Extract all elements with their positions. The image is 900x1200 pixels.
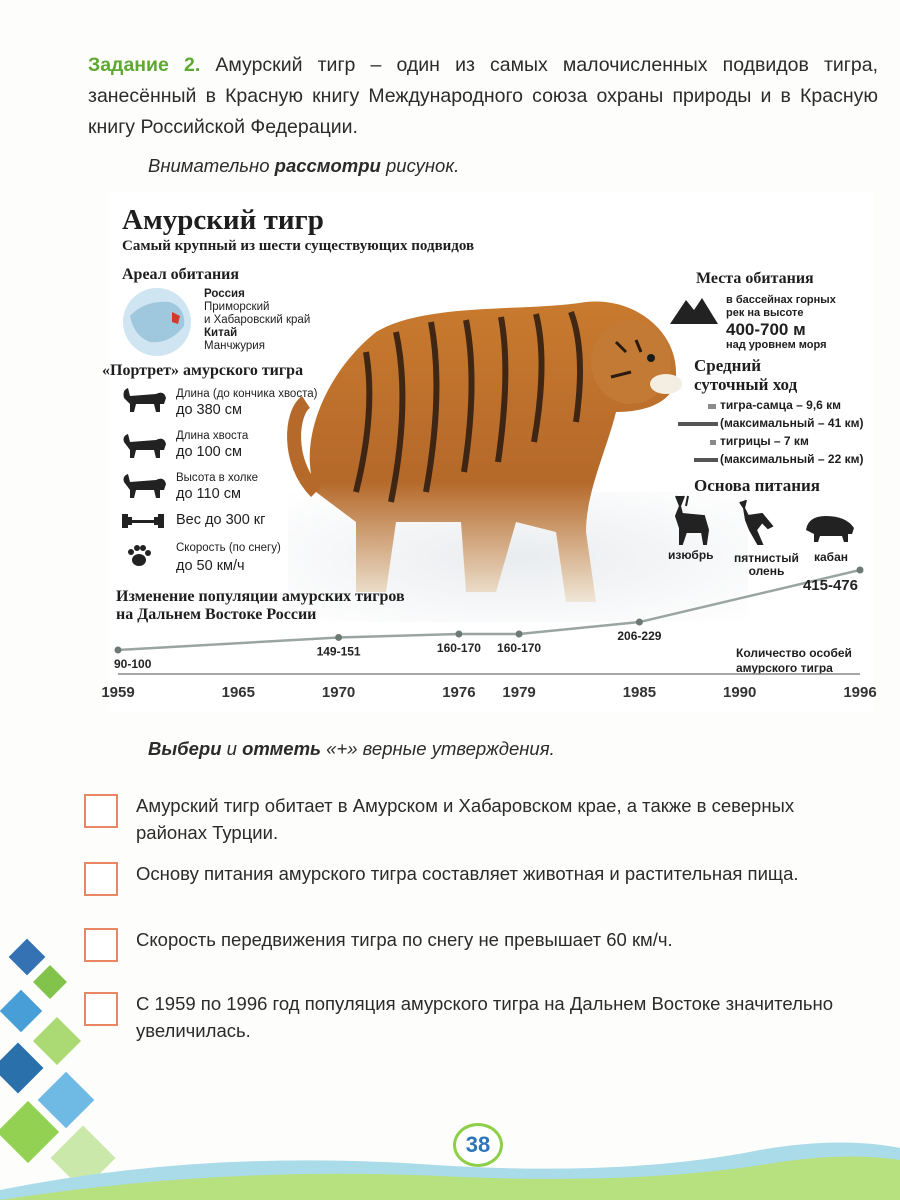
- instruction-line: [148, 738, 555, 760]
- population-note-2: амурского тигра: [736, 661, 833, 675]
- population-data-label: 149-151: [316, 644, 361, 659]
- portrait-heading: «Портрет» амурского тигра: [102, 362, 304, 379]
- statement-4-checkbox[interactable]: [84, 992, 118, 1026]
- female-daily: тигрицы – 7 км: [720, 434, 809, 448]
- population-heading-2: на Дальнем Востоке России: [116, 606, 317, 623]
- female-bar-long: [694, 458, 718, 462]
- population-point: [857, 567, 864, 574]
- hint-text-a: Внимательно: [148, 155, 275, 176]
- daily-heading-1: Средний: [694, 356, 762, 375]
- dumbbell-icon: [120, 510, 166, 532]
- task-paragraph: [88, 50, 878, 143]
- population-data-label: 206-229: [617, 629, 662, 644]
- statement-3-text: Скорость передвижения тигра по снегу не превышает 60 км/ч.: [136, 929, 673, 950]
- instruction-verb-1: Выбери: [148, 738, 222, 759]
- habitat-text: [726, 294, 836, 320]
- statement-1-checkbox[interactable]: [84, 794, 118, 828]
- food-red-deer-label: изюбрь: [668, 548, 714, 562]
- x-tick-label: 1985: [622, 684, 657, 701]
- globe-map-icon: [120, 286, 194, 358]
- population-data-label: 160-170: [436, 641, 481, 656]
- population-data-label: 160-170: [497, 641, 542, 656]
- population-point: [636, 619, 643, 626]
- range-country-russia: Россия: [204, 288, 245, 300]
- population-point: [516, 631, 523, 638]
- length-label: Длина (до кончика хвоста): [176, 388, 318, 400]
- task-label: Задание 2.: [88, 54, 201, 76]
- population-data-label: 90-100: [114, 657, 152, 671]
- instruction-and: и: [221, 738, 243, 759]
- male-daily: тигра-самца – 9,6 км: [720, 398, 842, 412]
- x-tick-label: 1996: [843, 684, 877, 701]
- tiger-height-icon: [120, 470, 170, 500]
- page-number: 38: [453, 1123, 503, 1167]
- statement-2-checkbox[interactable]: [84, 862, 118, 896]
- height-label: Высота в холке: [176, 472, 259, 484]
- range-region-2: и Хабаровский край: [204, 314, 311, 326]
- population-data-label: 415-476: [802, 577, 858, 594]
- hint-emphasis: рассмотри: [274, 155, 381, 176]
- x-tick-label: 1970: [321, 684, 356, 701]
- population-line-chart: [101, 552, 877, 712]
- hint-line: [148, 155, 459, 177]
- male-bar-long: [678, 422, 718, 426]
- x-tick-label: 1976: [442, 684, 476, 701]
- habitat-heading: Места обитания: [696, 270, 814, 287]
- x-tick-label: 1979: [502, 684, 536, 701]
- population-series-line: [118, 570, 860, 650]
- population-point: [335, 634, 342, 641]
- male-bar-short: [708, 404, 716, 409]
- food-spotted-deer-label-1: пятнистый: [734, 551, 799, 565]
- female-bar-short: [710, 440, 716, 445]
- range-country-china: Китай: [204, 327, 238, 339]
- statement-4-text: С 1959 по 1996 год популяция амурского тигра на Дальнем Востоке значительно увеличилась.: [136, 993, 834, 1041]
- daily-heading: [694, 356, 797, 394]
- tiger-tail-icon: [120, 430, 170, 460]
- tail-value: до 100 см: [176, 444, 242, 460]
- infographic-subtitle: Самый крупный из шести существующих подвидов: [122, 238, 475, 254]
- tiger-length-icon: [120, 384, 170, 414]
- statement-1-text: Амурский тигр обитает в Амурском и Хабаровском крае, а также в северных районах Турции.: [136, 795, 795, 843]
- boar-icon: [802, 510, 858, 544]
- range-text: [204, 288, 314, 353]
- speed-label: Скорость (по снегу): [176, 542, 281, 554]
- mountain-icon: [668, 292, 720, 326]
- infographic-title: Амурский тигр: [122, 204, 324, 236]
- weight-value: Вес до 300 кг: [176, 512, 266, 528]
- speed-value: до 50 км/ч: [176, 558, 245, 574]
- range-region-3: Манчжурия: [204, 340, 265, 352]
- tiger-infographic: [101, 192, 877, 712]
- red-deer-icon: [660, 492, 720, 546]
- height-value: до 110 см: [176, 486, 241, 502]
- range-region-1: Приморский: [204, 301, 270, 313]
- population-heading-1: Изменение популяции амурских тигров: [116, 588, 405, 605]
- range-heading: Ареал обитания: [122, 266, 240, 283]
- task-text: Амурский тигр – один из самых малочисленных подвидов тигра, занесённый в Красную книгу Международного союза охраны природы и в Красную книгу Российской Федерации.: [88, 54, 879, 138]
- x-tick-label: 1990: [722, 684, 757, 701]
- instruction-verb-2: отметь: [242, 738, 322, 759]
- female-daily-max: (максимальный – 22 км): [720, 452, 864, 466]
- food-spotted-deer-label-2: олень: [748, 564, 785, 578]
- food-heading: Основа питания: [694, 476, 821, 495]
- statement-3-checkbox[interactable]: [84, 928, 118, 962]
- instruction-rest: «+» верные утверждения.: [321, 738, 555, 759]
- population-point: [455, 631, 462, 638]
- tail-label: Длина хвоста: [176, 430, 249, 442]
- hint-text-c: рисунок.: [380, 155, 460, 176]
- habitat-line-2: рек на высоте: [726, 307, 804, 319]
- spotted-deer-icon: [732, 496, 776, 546]
- x-tick-label: 1965: [221, 684, 256, 701]
- bottom-wave: [0, 1130, 900, 1200]
- food-boar-label: кабан: [814, 550, 849, 564]
- habitat-altitude: 400-700 м: [726, 320, 806, 339]
- x-tick-label: 1959: [101, 684, 135, 701]
- length-value: до 380 см: [176, 402, 242, 418]
- population-note-1: Количество особей: [736, 646, 852, 660]
- population-point: [115, 647, 122, 654]
- statement-2-text: Основу питания амурского тигра составляет животная и растительная пища.: [136, 863, 799, 884]
- daily-heading-2: суточный ход: [694, 375, 798, 394]
- male-daily-max: (максимальный – 41 км): [720, 416, 864, 430]
- habitat-line-3: над уровнем моря: [726, 339, 827, 351]
- habitat-line-1: в бассейнах горных: [726, 294, 836, 306]
